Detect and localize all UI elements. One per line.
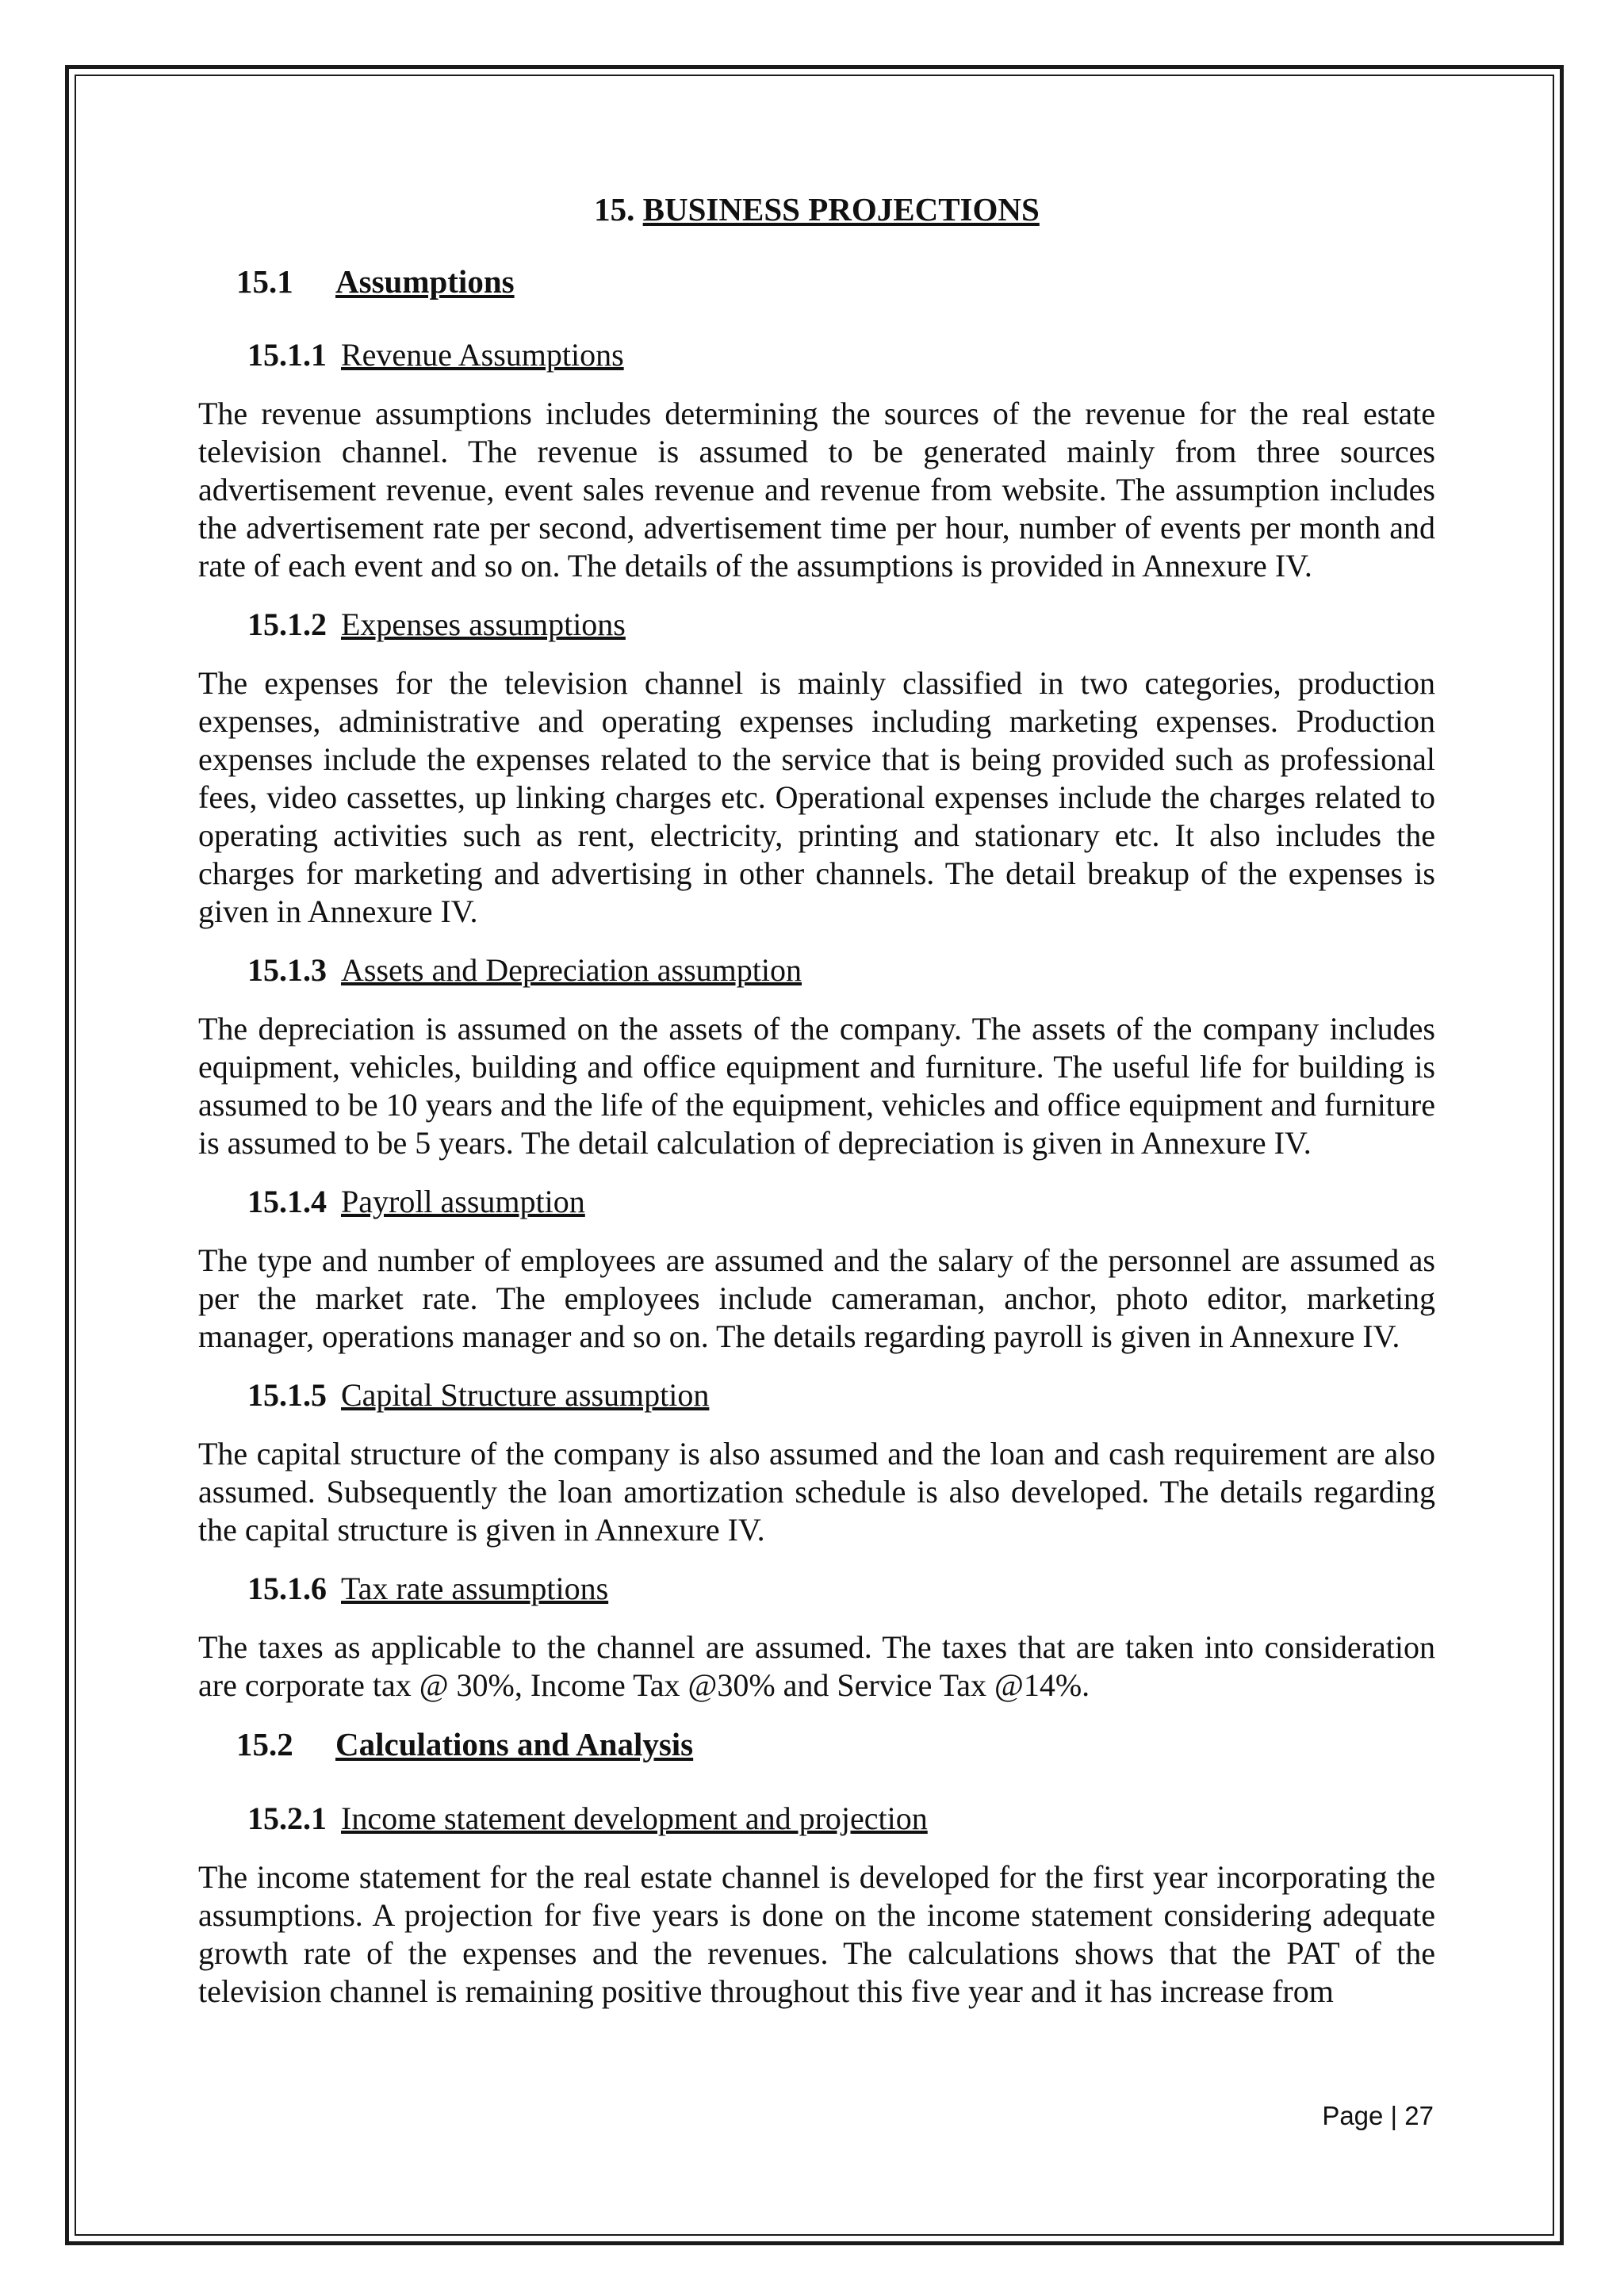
- paragraph-assets-depreciation: The depreciation is assumed on the assets of the company. The assets of the company includes equipment, vehicles, building and office equipment and furniture. The useful life for building is assumed to be 10 years and the life of the equipment, vehicles and office equipment and furniture is assumed to be 5 years. The detail calculation of depreciation is given in Annexure IV.: [198, 1011, 1435, 1161]
- subsection-title: Income statement development and projection: [341, 1800, 928, 1836]
- page-number: Page | 27: [1322, 2101, 1434, 2130]
- subsection-number: 15.2.1: [247, 1800, 327, 1836]
- subsection-number: 15.1.6: [247, 1571, 327, 1607]
- subsection-heading-15-1-3: [247, 951, 1435, 989]
- section-heading-15-1: [236, 262, 1435, 301]
- subsection-number: 15.1.1: [247, 337, 327, 373]
- paragraph-capital-structure: The capital structure of the company is also assumed and the loan and cash requirement are also assumed. Subsequently the loan amortization schedule is also developed. The details regarding the capital structure is given in Annexure IV.: [198, 1436, 1435, 1548]
- subsection-heading-15-1-4: [247, 1183, 1435, 1221]
- subsection-title: Revenue Assumptions: [341, 337, 624, 373]
- section-heading-15-2: [236, 1725, 1435, 1764]
- subsection-heading-15-1-1: [247, 336, 1435, 374]
- subsection-heading-15-2-1: [247, 1800, 1435, 1838]
- subsection-heading-15-1-5: [247, 1376, 1435, 1414]
- chapter-number: 15.: [594, 191, 635, 228]
- subsection-title: Tax rate assumptions: [341, 1571, 609, 1607]
- subsection-heading-15-1-2: [247, 606, 1435, 644]
- section-number: 15.1: [236, 263, 293, 300]
- chapter-title: [198, 190, 1435, 229]
- subsection-number: 15.1.5: [247, 1377, 327, 1414]
- paragraph-tax-rate: The taxes as applicable to the channel are assumed. The taxes that are taken into consideration are corporate tax @ 30%, Income Tax @30% and Service Tax @14%.: [198, 1629, 1435, 1704]
- paragraph-expenses-assumptions: The expenses for the television channel is mainly classified in two categories, production expenses, administrative and operating expenses including marketing expenses. Production expenses include the expenses related to the service that is being provided such as professional fees, video cassettes, up linking charges etc. Operational expenses include the charges related to operating activities such as rent, electricity, printing and stationary etc. It also includes the charges for marketing and advertising in other channels. The detail breakup of the expenses is given in Annexure IV.: [198, 665, 1435, 930]
- subsection-title: Payroll assumption: [341, 1184, 585, 1220]
- chapter-title-text: BUSINESS PROJECTIONS: [642, 191, 1040, 228]
- subsection-heading-15-1-6: [247, 1570, 1435, 1608]
- section-title: Calculations and Analysis: [335, 1726, 694, 1763]
- document-body: [198, 190, 1435, 2031]
- subsection-title: Capital Structure assumption: [341, 1377, 710, 1414]
- paragraph-payroll-assumption: The type and number of employees are assumed and the salary of the personnel are assumed as per the market rate. The employees include cameraman, anchor, photo editor, marketing manager, operations manager and so on. The details regarding payroll is given in Annexure IV.: [198, 1242, 1435, 1355]
- subsection-title: Assets and Depreciation assumption: [341, 952, 802, 989]
- subsection-number: 15.1.4: [247, 1184, 327, 1220]
- section-title: Assumptions: [335, 263, 515, 300]
- subsection-number: 15.1.3: [247, 952, 327, 989]
- subsection-title: Expenses assumptions: [341, 607, 626, 643]
- subsection-number: 15.1.2: [247, 607, 327, 643]
- section-number: 15.2: [236, 1726, 293, 1763]
- paragraph-income-statement: The income statement for the real estate channel is developed for the first year incorporating the assumptions. A projection for five years is done on the income statement considering adequate growth rate of the expenses and the revenues. The calculations shows that the PAT of the television channel is remaining positive throughout this five year and it has increase from: [198, 1858, 1435, 2009]
- paragraph-revenue-assumptions: The revenue assumptions includes determining the sources of the revenue for the real estate television channel. The revenue is assumed to be generated mainly from three sources advertisement revenue, event sales revenue and revenue from website. The assumption includes the advertisement rate per second, advertisement time per hour, number of events per month and rate of each event and so on. The details of the assumptions is provided in Annexure IV.: [198, 396, 1435, 584]
